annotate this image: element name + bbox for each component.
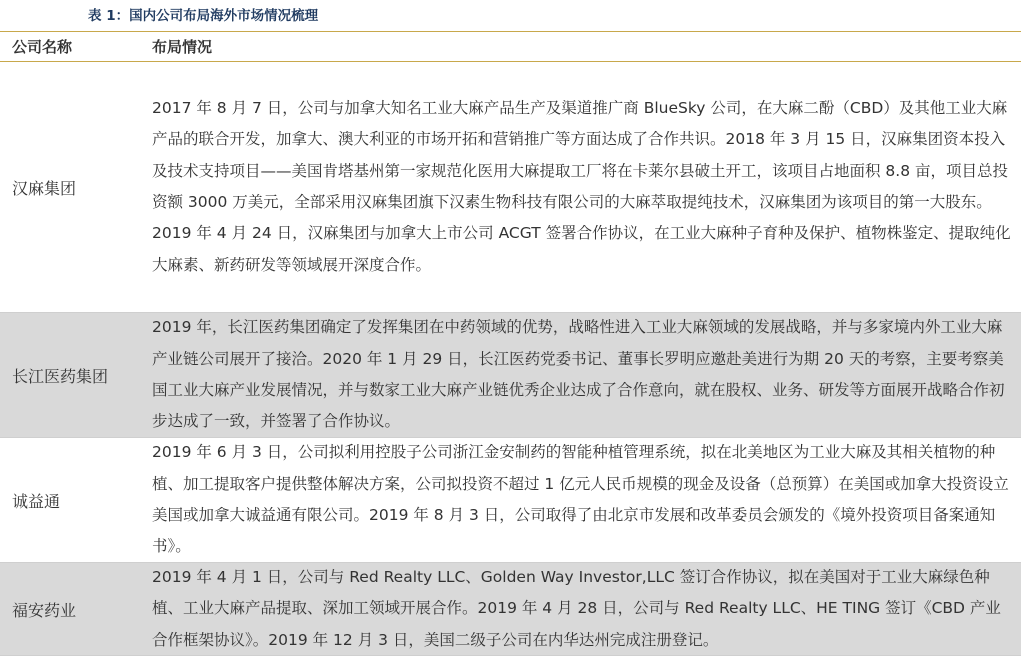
layout-description-cell: 2019 年 6 月 3 日，公司拟利用控股子公司浙江金安制药的智能种植管理系统，拟在北美地区为工业大麻及其相关植物的种植、加工提取客户提供整体解决方案，公司拟投资不超过 1 亿元人民币规模的现金及设备（总预算）在美国或加拿大投资设立美国或加拿大诚益通有限公司。2019 年 8 月 3 日，公司取得了由北京市发展和改革委员会颁发的《境外投资项目备案通知书》。 xyxy=(152,443,1009,556)
table-header-row xyxy=(0,31,1021,62)
table-row xyxy=(0,438,1021,563)
table-row xyxy=(0,62,1021,313)
company-name-cell: 长江医药集团 xyxy=(12,366,109,386)
company-name-cell: 福安药业 xyxy=(12,600,77,620)
company-name-cell: 诚益通 xyxy=(12,491,61,511)
company-name-cell: 汉麻集团 xyxy=(12,178,77,198)
header-company-name: 公司名称 xyxy=(12,37,73,56)
table-caption: 表 1：国内公司布局海外市场情况梳理 xyxy=(88,8,319,24)
overseas-layout-table xyxy=(0,31,1021,656)
layout-description-cell: 2019 年 4 月 1 日，公司与 Red Realty LLC、Golden Way Investor,LLC 签订合作协议，拟在美国对于工业大麻绿色种植、工业大麻产品提取、深加工领域开展合作。2019 年 4 月 28 日，公司与 Red Realty LLC、HE TING 签订《CBD 产业合作框架协议》。2019 年 12 月 3 日，美国二级子公司在内华达州完成注册登记。 xyxy=(152,568,1001,649)
table-row xyxy=(0,563,1021,656)
header-layout-status: 布局情况 xyxy=(152,37,213,56)
table-row xyxy=(0,313,1021,438)
layout-description-cell: 2019 年，长江医药集团确定了发挥集团在中药领域的优势，战略性进入工业大麻领域的发展战略，并与多家境内外工业大麻产业链公司展开了接洽。2020 年 1 月 29 日，长江医药党委书记、董事长罗明应邀赴美进行为期 20 天的考察，主要考察美国工业大麻产业发展情况，并与数家工业大麻产业链优秀企业达成了合作意向，就在股权、业务、研发等方面展开战略合作初步达成了一致，并签署了合作协议。 xyxy=(152,318,1005,431)
layout-description-cell: 2017 年 8 月 7 日，公司与加拿大知名工业大麻产品生产及渠道推广商 BlueSky 公司，在大麻二酚（CBD）及其他工业大麻产品的联合开发，加拿大、澳大利亚的市场开拓和营销推广等方面达成了合作共识。2018 年 3 月 15 日，汉麻集团资本投入及技术支持项目——美国肯塔基州第一家规范化医用大麻提取工厂将在卡莱尔县破土开工，该项目占地面积 8.8 亩，项目总投资额 3000 万美元，全部采用汉麻集团旗下汉素生物科技有限公司的大麻萃取提纯技术，汉麻集团为该项目的第一大股东。2019 年 4 月 24 日，汉麻集团与加拿大上市公司 ACGT 签署合作协议，在工业大麻种子育种及保护、植物株鉴定、提取纯化大麻素、新药研发等领域展开深度合作。 xyxy=(152,99,1011,274)
